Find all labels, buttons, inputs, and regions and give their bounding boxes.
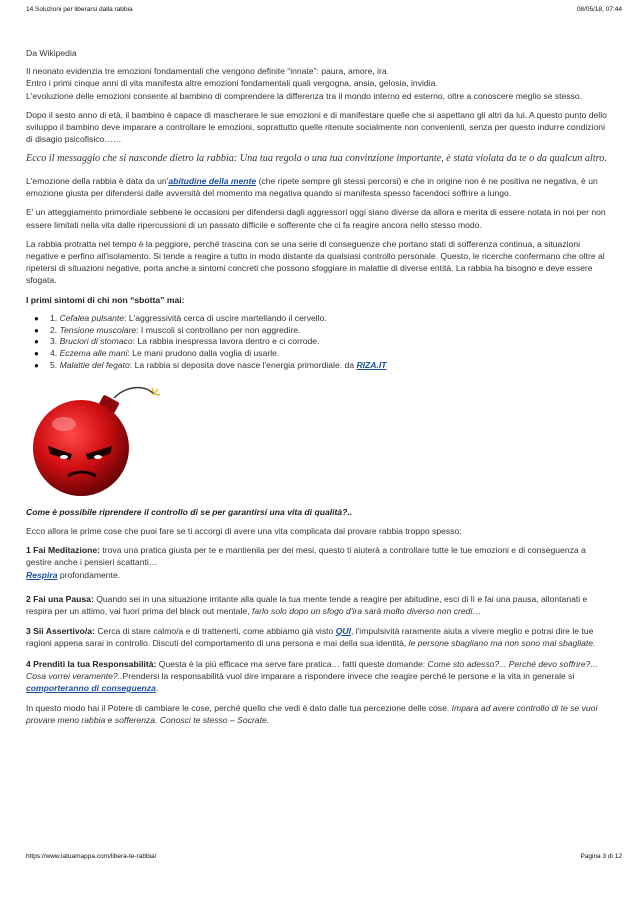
tip-title: 1 Fai Meditazione: [26,545,101,556]
conclusion-italic: Impara ad avere controllo di te se vuoi provare meno rabbia e sofferenza. Conosci te stesso – Socrate. [26,703,598,726]
text-span: L'emozione della rabbia è data da un' [26,175,169,186]
paragraph-primordial: E' un atteggiamento primordiale sebbene le occasioni per difendersi dagli aggressori oggi siano diverse da allora e merita di essere notata in noi per non essere limitati nella vita dalle ripercussioni di un passato difficile e sofferente che ci fa reagire ancora nello stesso modo. [26,207,606,230]
tip-text: , l'impulsività raramente aiuta a vivere meglio e potrai dire le tue ragioni appena sarai in controllo. Discuti del comportamento di una persona e mai della sua identità, [26,626,594,649]
intro-paragraph [26,65,614,102]
document-title: 14 Soluzioni per liberarsi dalla rabbia [26,6,133,13]
link-conseguenza[interactable]: comporteranno di conseguenza [26,682,156,693]
item-number: 1. [50,312,58,323]
link-abitudine[interactable]: abitudine della mente [168,175,257,186]
paragraph-protracted: La rabbia protratta nel tempo è la peggiore, perché trascina con se una serie di conseguenze che portano stati di sofferenza continua, a situazioni negative e perfino all'isolamento. Si tende a reagire a tutto in modo distante da qualsiasi controllo personale. Questo, le ricerche confermano che oltre al ripetersi di situazioni negative, porta anche a sintomi concreti che possono sfoggiare in malattie di diverse entità. La rabbia ha bisogno e deve essere sfogata. [26,238,605,286]
tip-title: 4 Prenditi la tua Responsabilità: [26,658,157,669]
item-name: Malattie del fegato [59,359,130,370]
tip-assertive [26,625,614,649]
angry-bomb-illustration [26,380,186,500]
item-text: : I muscoli si controllano per non aggredire. [136,324,301,335]
link-riza[interactable]: RIZA.IT [356,359,387,370]
paragraph-conclusion [26,702,614,726]
tip-text: trova una pratica giusta per te e mantienila per dei mesi, questo ti aiuterà a controllare tutte le tue emozioni e di conseguenza a gestire anche i pensieri scattanti… [26,545,586,568]
list-item [42,348,614,360]
intro-line-1: Il neonato evidenzia tre emozioni fondamentali che vengono definite “innate”: paura, amore, ira. [26,66,390,77]
tip-italic: le persone sbagliano ma non sono mai sbagliate. [408,638,596,649]
source-line: Da Wikipedia [26,48,77,58]
tip-title: 3 Sii Assertivo/a: [26,626,95,637]
item-number: 2. [50,324,58,335]
print-date: 08/05/18, 07:44 [576,6,622,13]
symptoms-title: I primi sintomi di chi non “sbotta” mai: [26,294,185,305]
item-text: : La rabbia inespressa lavora dentro e ci corrode. [132,336,320,347]
print-footer [26,853,622,860]
list-item [42,313,614,325]
paragraph-habit [26,175,614,199]
symptoms-list [26,313,614,372]
item-text: : L'aggressività cerca di uscire martellando il cervello. [124,312,327,323]
item-number: 4. [50,348,58,359]
text-span: (che ripete sempre gli stessi percorsi) e che in origine non è ne positiva ne negativa, è un emozione giusta per difendersi dalle avversità del momento ma negativa quando si manifesta spesso facendoci soffrire a lungo. [26,175,598,199]
tip-responsibility [26,658,614,695]
quote-message: Ecco il messaggio che si nasconde dietro la rabbia: Una tua regola o una tua convinzione importante, è stata violata da te o da qualcun altro. [26,153,607,165]
article-body [26,47,614,734]
item-name: Tensione muscolare [59,324,137,335]
page-number: Pagina 3 di 12 [580,853,622,860]
list-item [42,336,614,348]
conclusion-text: In questo modo hai il Potere di cambiare le cose, perché quello che vedi è dato dalle tua percezione delle cose. [26,703,452,714]
intro-line-3: L'evoluzione delle emozioni consente al bambino di comprendere la differenza tra il mondo interno ed esterno, oltre a conoscere meglio se stesso. [26,90,583,101]
tip-italic: farlo solo dopo un sfogo d'ira sarà molto diverso non credi… [251,605,481,616]
print-header [26,6,622,13]
item-name: Eczema alle mani [59,348,128,359]
tip-italic: Come sto adesso?... Perché devo soffrire?... Cosa vorrei veramente?.. [26,658,598,681]
list-item [42,325,614,337]
bomb-icon [26,380,186,500]
intro-line-2: Entro i primi cinque anni di vita manifesta altre emozioni fondamentali quali vergogna, ansia, gelosia, invidia. [26,78,438,89]
item-name: Bruciori di stomaco [59,336,133,347]
tip-pause [26,593,614,617]
list-item [42,360,614,372]
item-number: 3. [50,336,58,347]
tip-text: Quando sei in una situazione irritante alla quale la tua mente tende a reagire per abitudine, esci di lì e fai una pausa, allontanati e respira per un attimo, vai fuori prima del black out mentale, [26,593,588,616]
question-heading: Come è possibile riprendere il controllo di se per garantirsi una vita di qualità?.. [26,506,353,517]
tip-text: Cerca di stare calmo/a e di trattenerti, come abbiamo già visto [94,626,336,637]
item-name: Cefalea pulsante [59,312,125,323]
tip-text: profondamente. [57,569,121,580]
link-qui[interactable]: QUI [335,626,351,637]
item-text: : Le mani prudono dalla voglia di usarle. [127,348,280,359]
paragraph-intro-tips: Ecco allora le prime cose che puoi fare se ti accorgi di avere una vita complicata dal provare rabbia troppo spesso: [26,525,462,536]
paragraph-development: Dopo il sesto anno di età, il bambino è capace di mascherare le sue emozioni e di manifestare quelle che si aspettano gli altri da lui. A questo punto dello sviluppo il bambino deve imparare a controllare le emozioni, soprattutto quelle ritenute socialmente non convenienti, senza per questo indurre condizioni di disagio psicofisico…… [26,109,607,145]
tip-text: . [155,682,159,693]
tip-title: 2 Fai una Pausa: [26,593,94,604]
tip-meditation [26,544,614,581]
item-text: : La rabbia si deposita dove nasce l'energia primordiale. da [129,359,357,370]
tip-text: Prendersi la responsabilità vuol dire imparare a rispondere invece che reagire perché le persone e la vita in generale si [122,670,575,681]
page-url: https://www.latuamappa.com/libera-te-rabbia/ [26,853,157,860]
item-number: 5. [50,359,58,370]
tip-text: Questa è la più efficace ma serve fare pratica… fatti queste domande: [156,658,428,669]
link-respira[interactable]: Respira [26,569,58,580]
